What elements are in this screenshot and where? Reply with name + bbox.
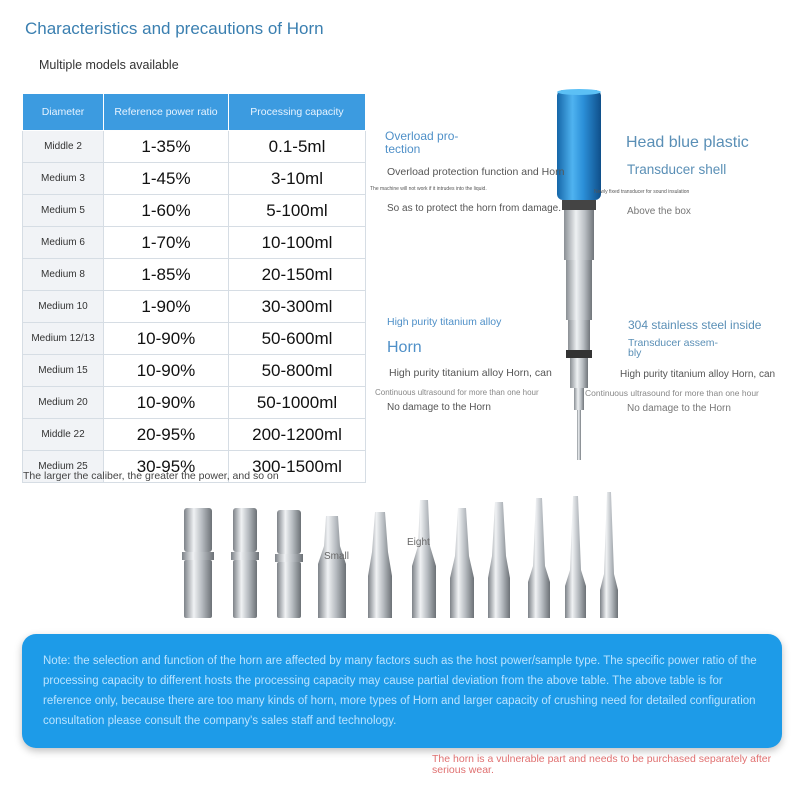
table-row [23,163,366,195]
table-row [23,259,366,291]
table-header-row [23,94,366,131]
capacity-cell: 50-600ml [229,323,366,355]
capacity-cell: 20-150ml [229,259,366,291]
assembly-desc: High purity titanium alloy Horn, can [620,369,776,380]
table-row [23,131,366,163]
diameter-cell: Middle 2 [23,131,104,163]
header-capacity: Processing capacity [229,94,366,131]
diameter-cell: Medium 20 [23,387,104,419]
page-title: Characteristics and precautions of Horn [25,19,324,38]
diameter-cell: Medium 5 [23,195,104,227]
power-ratio-cell: 20-95% [104,419,229,451]
titanium-title: High purity titanium alloy [387,316,502,328]
capacity-cell: 300-1500ml [229,451,366,483]
capacity-cell: 50-800ml [229,355,366,387]
page-subtitle: Multiple models available [39,58,179,72]
diameter-cell: Medium 8 [23,259,104,291]
horn-desc: High purity titanium alloy Horn, can [389,367,552,379]
horn-spec-table [22,93,366,483]
transducer-shell: Transducer shell [627,162,727,177]
diameter-cell: Medium 25 [23,451,104,483]
steel-title: 304 stainless steel inside [628,318,762,332]
power-ratio-cell: 30-95% [104,451,229,483]
table-row [23,387,366,419]
header-power-ratio: Reference power ratio [104,94,229,131]
horn-tips-image [170,486,640,626]
capacity-cell: 5-100ml [229,195,366,227]
capacity-cell: 30-300ml [229,291,366,323]
horn-label-small: Small [324,551,350,562]
power-ratio-cell: 10-90% [104,323,229,355]
power-ratio-cell: 10-90% [104,355,229,387]
table-row [23,419,366,451]
capacity-cell: 0.1-5ml [229,131,366,163]
table-row [23,355,366,387]
capacity-cell: 50-1000ml [229,387,366,419]
power-ratio-cell: 1-60% [104,195,229,227]
table-row [23,195,366,227]
table-row [23,227,366,259]
horn-title: Horn [387,339,422,356]
shell-small-note: Newly fixed transducer for sound insulation [594,189,690,195]
table-row [23,323,366,355]
capacity-cell: 200-1200ml [229,419,366,451]
table-row [23,291,366,323]
power-ratio-cell: 1-45% [104,163,229,195]
power-ratio-cell: 10-90% [104,387,229,419]
capacity-cell: 3-10ml [229,163,366,195]
power-ratio-cell: 1-70% [104,227,229,259]
overload-desc: Overload protection function and Horn [387,166,565,178]
warning-text: The horn is a vulnerable part and needs to be purchased separately after serious wear. [432,753,772,776]
power-ratio-cell: 1-35% [104,131,229,163]
diameter-cell: Medium 12/13 [23,323,104,355]
diameter-cell: Medium 15 [23,355,104,387]
diameter-cell: Medium 6 [23,227,104,259]
overload-small-note: The machine will not work if it intrudes into the liquid. [370,186,487,192]
horn-desc3: No damage to the Horn [387,402,491,413]
note-text: Note: the selection and function of the horn are affected by many factors such as the host power/sample type. The specific power ratio of the processing capacity to different hosts the processing capacity may cause partial deviation from the above table. The above table is for reference only, because there are too many kinds of horn, more types of Horn and larger capacity of crushing need for detailed configuration consultation please consult the company's sales staff and technology. [43,655,757,727]
assembly-desc3: No damage to the Horn [627,403,731,414]
diameter-cell: Middle 22 [23,419,104,451]
header-diameter: Diameter [23,94,104,131]
capacity-cell: 10-100ml [229,227,366,259]
diameter-cell: Medium 10 [23,291,104,323]
head-title: Head blue plastic [626,134,749,151]
power-ratio-cell: 1-85% [104,259,229,291]
ultrasonic-probe-image [540,88,620,468]
assembly-desc2: Continuous ultrasound for more than one hour [585,388,759,398]
horn-desc2: Continuous ultrasound for more than one hour [375,388,539,397]
transducer-assembly: Transducer assem- bly [628,337,719,359]
note-box [22,634,782,748]
horn-label-eight: Eight [407,537,430,548]
caliber-note: The larger the caliber, the greater the power, and so on [23,470,279,482]
overload-desc2: So as to protect the horn from damage. [387,203,561,214]
diameter-cell: Medium 3 [23,163,104,195]
power-ratio-cell: 1-90% [104,291,229,323]
above-box: Above the box [627,206,691,217]
overload-title: Overload pro- tection [385,129,459,156]
